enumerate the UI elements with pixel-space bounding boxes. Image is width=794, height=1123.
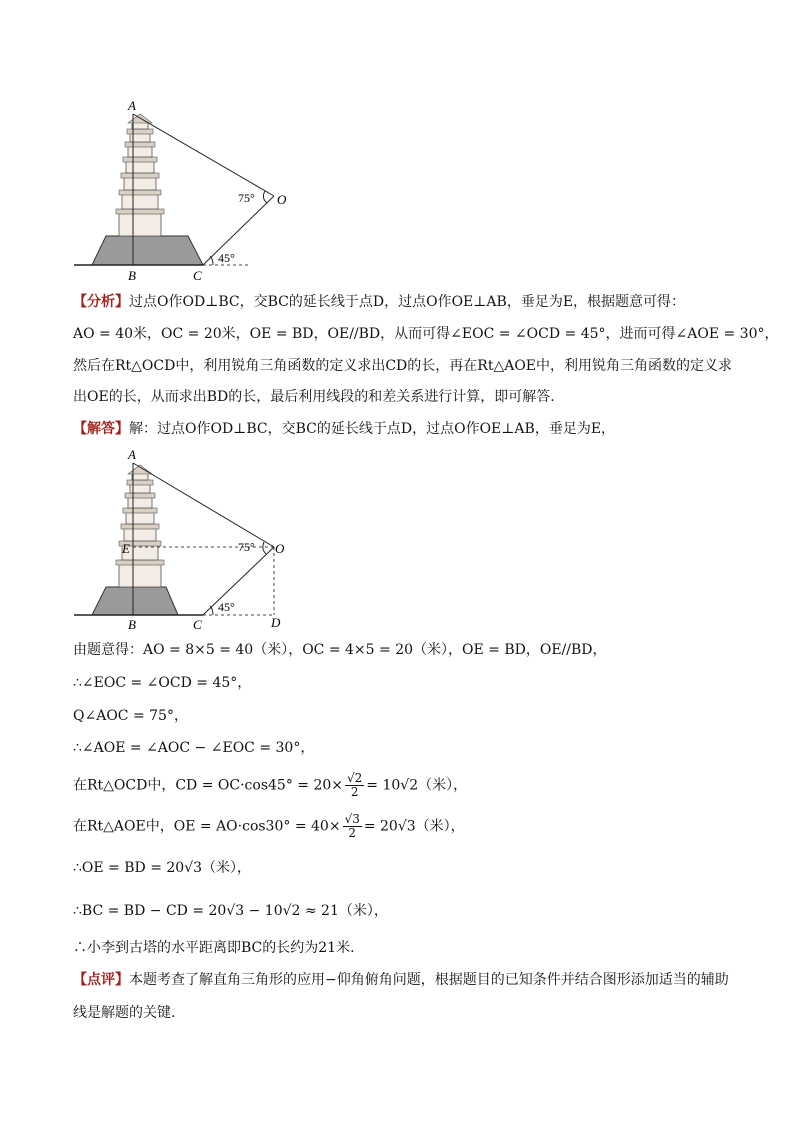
analysis-line-3: 然后在Rt△OCD中，利用锐角三角函数的定义求出CD的长，再在Rt△AOE中，利用锐角三角函数的定义求 [73, 358, 733, 374]
solution-tag: 【解答】 [73, 421, 129, 437]
tower-icon [92, 114, 203, 265]
angle-45: 45° [218, 251, 235, 265]
solution-step-9: ∴小李到古塔的水平距离即BC的长约为21米. [73, 940, 355, 956]
review-line-2: 线是解题的关键. [73, 1005, 176, 1021]
solution-step-2: ∴∠EOC = ∠OCD = 45°， [73, 675, 252, 691]
tower-icon [92, 465, 178, 615]
review-tag: 【点评】 [73, 972, 129, 988]
review-line-1: 【点评】本题考查了解直角三角形的应用−仰角俯角问题，根据题目的已知条件并结合图形添加适当的辅助 [73, 972, 729, 988]
label-o: O [277, 192, 287, 207]
label-b: B [128, 617, 136, 632]
label-a: A [128, 447, 136, 462]
angle-75: 75° [238, 191, 255, 205]
analysis-tag: 【分析】 [73, 294, 129, 310]
angle-45: 45° [218, 600, 235, 614]
solution-intro: 【解答】解：过点O作OD⊥BC，交BC的延长线于点D，过点O作OE⊥AB，垂足为E， [73, 421, 616, 437]
solution-step-8: ∴BC = BD − CD = 20√3 − 10√2 ≈ 21（米）， [73, 903, 388, 919]
solution-step-6: 在Rt△AOE中，OE = AO·cos30° = 40× $\frac{√3}{2}$ = 20√3（米）， [73, 812, 465, 840]
label-e: E [122, 541, 130, 556]
solution-step-4: ∴∠AOE = ∠AOC − ∠EOC = 30°， [73, 740, 315, 756]
angle-75: 75° [238, 540, 255, 554]
label-o: O [275, 541, 285, 556]
fraction-sqrt3-over-2: $\frac{√3}{2}$ [344, 812, 360, 840]
solution-step-5: 在Rt△OCD中，CD = OC·cos45° = 20× $\frac{√2}{2}$ = 10√2（米）， [73, 771, 468, 799]
analysis-line-2: AO = 40米，OC = 20米，OE = BD，OE//BD，从而可得∠EOC = ∠OCD = 45°，进而可得∠AOE = 30°， [73, 326, 779, 342]
label-a: A [128, 98, 136, 113]
figure-1-tower-diagram [70, 96, 300, 282]
analysis-line-1: 【分析】过点O作OD⊥BC，交BC的延长线于点D，过点O作OE⊥AB，垂足为E，根据题意可得： [73, 294, 686, 310]
label-c: C [193, 617, 202, 632]
solution-step-1: 由题意得：AO = 8×5 = 40（米），OC = 4×5 = 20（米），OE = BD，OE//BD， [73, 642, 607, 658]
figure-2-tower-diagram [70, 447, 300, 633]
label-d: D [271, 615, 281, 630]
label-c: C [193, 268, 202, 282]
fraction-sqrt2-over-2: $\frac{√2}{2}$ [347, 771, 363, 799]
analysis-line-4: 出OE的长，从而求出BD的长，最后利用线段的和差关系进行计算，即可解答. [73, 389, 555, 405]
label-b: B [128, 268, 136, 282]
solution-step-3: Q∠AOC = 75°， [73, 708, 188, 724]
solution-step-7: ∴OE = BD = 20√3（米）， [73, 860, 252, 876]
